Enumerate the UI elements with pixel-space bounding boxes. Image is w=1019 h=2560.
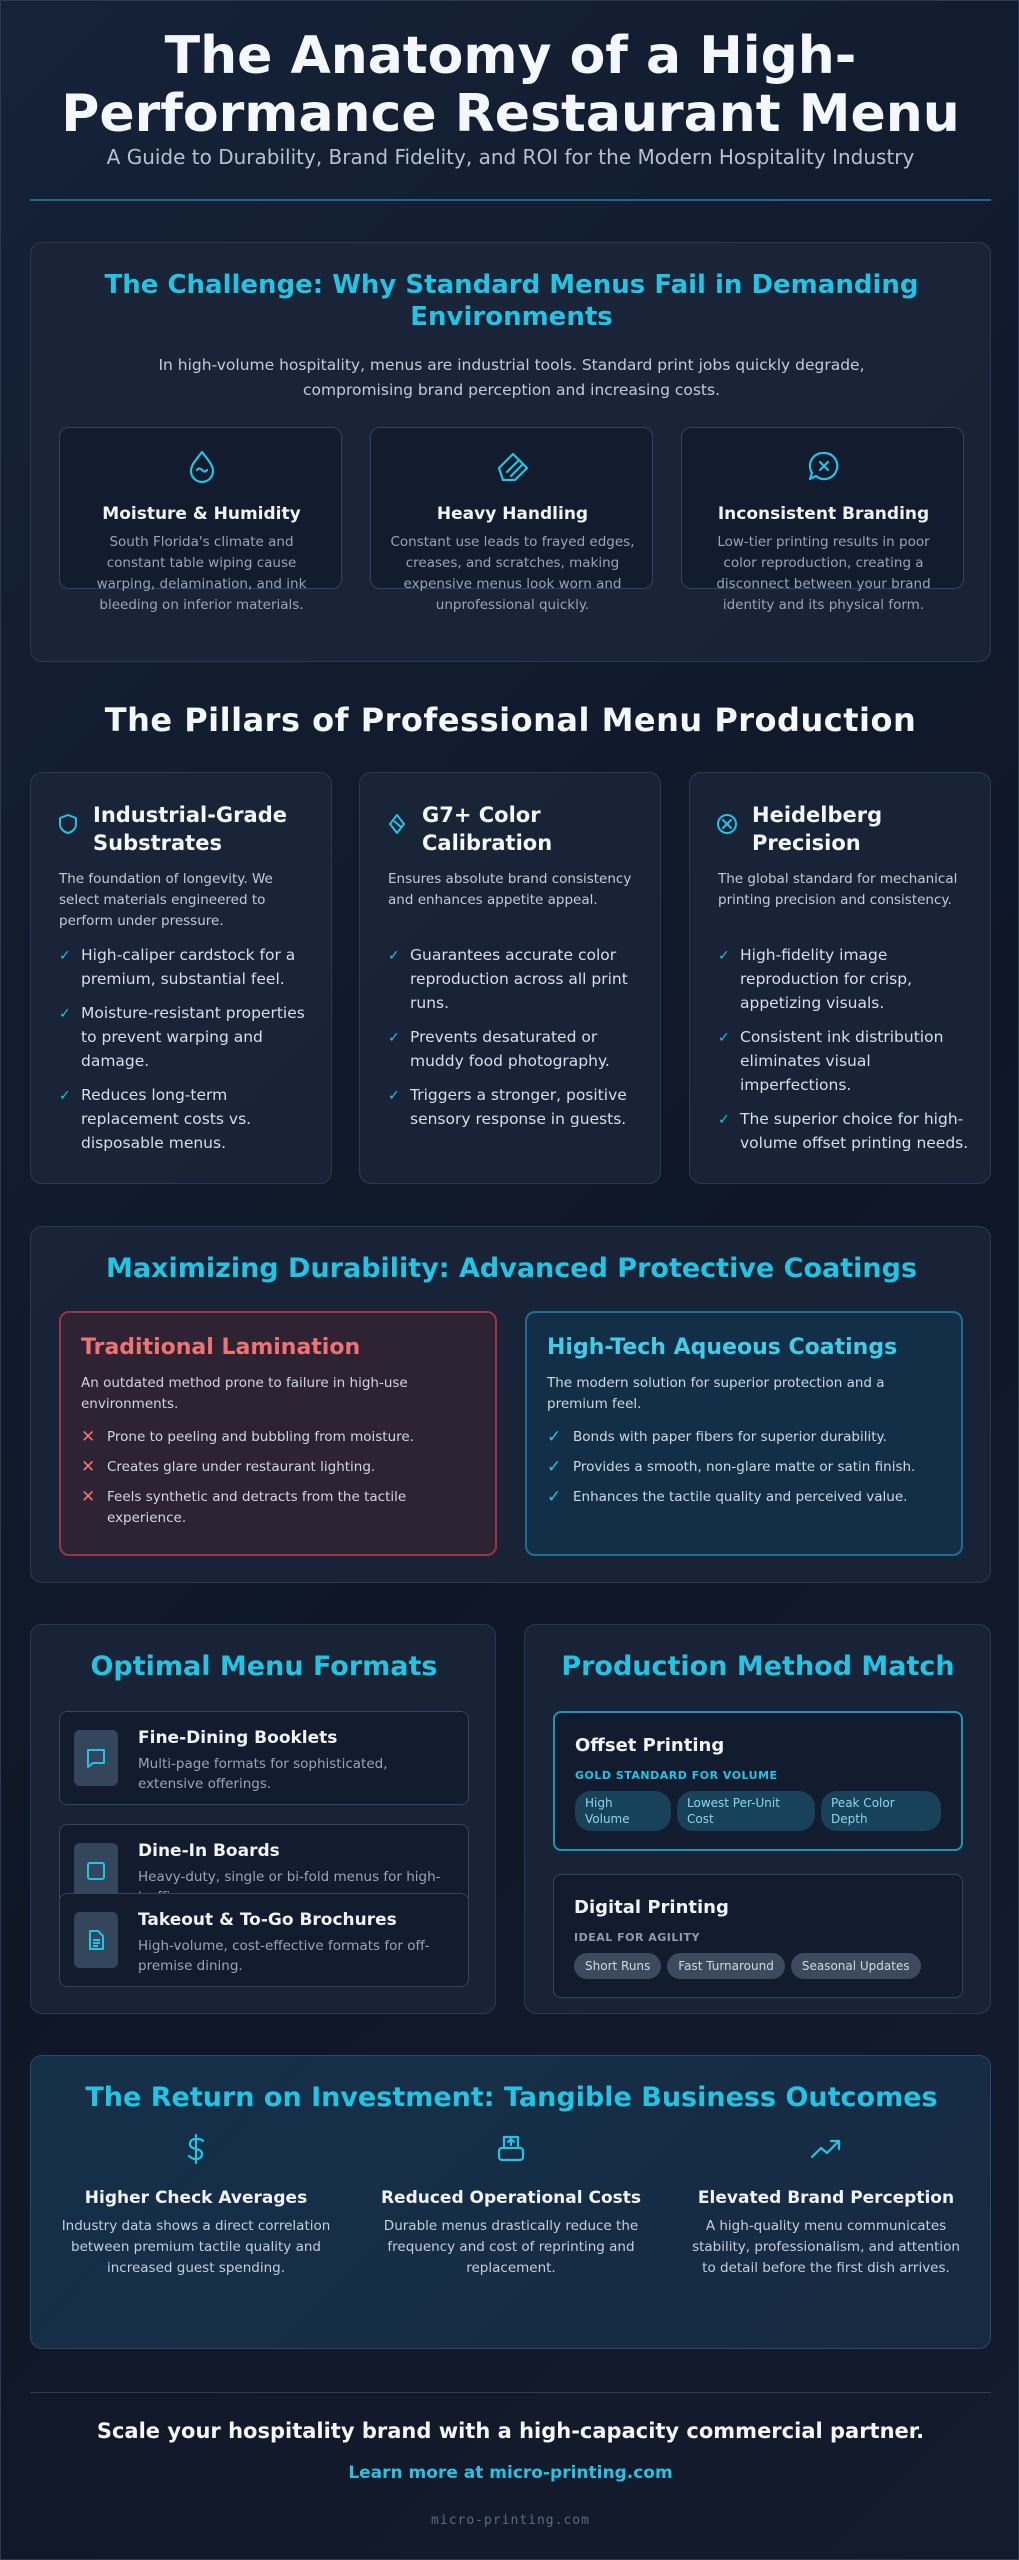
trending-up-icon xyxy=(809,2132,843,2166)
list-item: ✓ The superior choice for high-volume offset printing needs. xyxy=(718,1110,969,1152)
traditional-lamination-card xyxy=(59,1311,497,1556)
precision-icon xyxy=(716,813,738,835)
method-title: Digital Printing xyxy=(574,1897,729,1918)
page-subtitle: A Guide to Durability, Brand Fidelity, and ROI for the Modern Hospitality Industry xyxy=(106,145,915,169)
format-text: High-volume, cost-effective formats for off-premise dining. xyxy=(138,1938,430,1974)
brochure-icon xyxy=(85,1929,107,1951)
pillar-points xyxy=(388,943,640,1141)
color-drop-icon xyxy=(386,813,408,835)
check-icon: ✓ xyxy=(547,1487,562,1507)
challenge-section xyxy=(30,242,991,662)
roi-item-operational-costs xyxy=(371,2132,651,2279)
pillar-title: Industrial-Grade Substrates xyxy=(93,803,287,855)
durability-title: Maximizing Durability: Advanced Protective Coatings xyxy=(105,1253,918,1284)
offset-printing-card xyxy=(553,1711,963,1851)
method-pills xyxy=(575,1791,955,1831)
list-item: ✓ Consistent ink distribution eliminates visual imperfections. xyxy=(718,1028,944,1094)
pill-badge: Fast Turnaround xyxy=(667,1953,785,1979)
method-tag: IDEAL FOR AGILITY xyxy=(574,1931,700,1944)
list-item: ✕ Feels synthetic and detracts from the tactile experience. xyxy=(81,1487,407,1526)
x-icon: ✕ xyxy=(81,1457,96,1477)
check-icon: ✓ xyxy=(388,948,400,964)
challenge-title: The Challenge: Why Standard Menus Fail in Demanding Environments xyxy=(104,270,919,332)
list-item: ✓ Enhances the tactile quality and perceived value. xyxy=(547,1487,908,1507)
list-item: ✓ Triggers a stronger, positive sensory response in guests. xyxy=(388,1086,627,1128)
check-icon: ✓ xyxy=(547,1457,562,1477)
coating-title: Traditional Lamination xyxy=(81,1335,361,1360)
challenge-card-handling xyxy=(370,427,653,613)
format-title: Dine-In Boards xyxy=(138,1841,280,1861)
format-item-brochures xyxy=(59,1893,469,1987)
roi-title: The Return on Investment: Tangible Business Outcomes xyxy=(85,2082,938,2113)
page-title: The Anatomy of a High-Performance Restaurant Menu xyxy=(61,26,960,144)
list-item: ✓ Bonds with paper fibers for superior durability. xyxy=(547,1427,887,1447)
roi-item-text: A high-quality menu communicates stability, professionalism, and attention to detail before the first dish arrives. xyxy=(692,2218,960,2276)
footer-divider xyxy=(30,2392,991,2393)
durability-section xyxy=(30,1226,991,1583)
check-icon: ✓ xyxy=(718,1030,730,1046)
x-icon: ✕ xyxy=(81,1427,96,1447)
challenge-card-title: Heavy Handling xyxy=(436,504,589,524)
learn-more-link[interactable]: Learn more at micro-printing.com xyxy=(348,2463,673,2483)
message-x-icon xyxy=(806,448,842,484)
list-item: ✓ Reduces long-term replacement costs vs. disposable menus. xyxy=(59,1086,252,1152)
coating-description: The modern solution for superior protection and a premium feel. xyxy=(547,1375,885,1412)
pillar-title: G7+ Color Calibration xyxy=(422,803,553,855)
pillar-points xyxy=(59,943,311,1165)
list-item: ✓ High-fidelity image reproduction for crisp, appetizing visuals. xyxy=(718,946,913,1012)
production-method-section xyxy=(524,1624,991,2014)
dollar-icon xyxy=(179,2132,213,2166)
list-item: ✓ Prevents desaturated or muddy food photography. xyxy=(388,1028,610,1070)
pillars-title: The Pillars of Professional Menu Production xyxy=(104,701,917,739)
header-divider xyxy=(30,199,991,201)
menu-formats-section xyxy=(30,1624,496,2014)
check-icon: ✓ xyxy=(388,1088,400,1104)
roi-item-title: Elevated Brand Perception xyxy=(697,2188,955,2208)
pillar-description: The global standard for mechanical printing precision and consistency. xyxy=(718,871,958,908)
roi-item-title: Higher Check Averages xyxy=(84,2188,308,2208)
roi-item-brand-perception xyxy=(686,2132,966,2279)
pill-badge: Lowest Per-Unit Cost xyxy=(677,1791,815,1831)
check-icon: ✓ xyxy=(59,1088,71,1104)
booklet-icon xyxy=(85,1747,107,1769)
format-text: Heavy-duty, single or bi-fold menus for high- xyxy=(138,1869,441,1885)
method-pills xyxy=(574,1953,954,1979)
challenge-card-title: Inconsistent Branding xyxy=(717,504,930,524)
list-item: ✓ High-caliper cardstock for a premium, substantial feel. xyxy=(59,946,296,988)
eraser-icon xyxy=(495,448,531,484)
challenge-card-text: Low-tier printing results in poor color reproduction, creating a disconnect between your brand identity and its physical form. xyxy=(716,534,931,613)
challenge-card-title: Moisture & Humidity xyxy=(102,504,301,524)
printer-icon xyxy=(494,2132,528,2166)
pillar-description: Ensures absolute brand consistency and enhances appetite appeal. xyxy=(388,871,632,908)
shield-icon xyxy=(57,813,79,835)
list-item: ✓ Provides a smooth, non-glare matte or satin finish. xyxy=(547,1457,916,1477)
challenge-card-text: Constant use leads to frayed edges, creases, and scratches, making expensive menus look worn and unprofessional quickly. xyxy=(390,534,635,613)
roi-section xyxy=(30,2055,991,2349)
list-item: ✕ Prone to peeling and bubbling from moisture. xyxy=(81,1427,414,1447)
roi-item-check-averages xyxy=(56,2132,336,2279)
check-icon: ✓ xyxy=(388,1030,400,1046)
coating-title: High-Tech Aqueous Coatings xyxy=(547,1335,898,1360)
aqueous-coating-card xyxy=(525,1311,963,1556)
coating-description: An outdated method prone to failure in high-use environments. xyxy=(81,1375,408,1412)
list-item: ✓ Moisture-resistant properties to prevent warping and damage. xyxy=(59,1004,305,1070)
footer-site-url: micro-printing.com xyxy=(431,2513,590,2528)
pillar-substrates xyxy=(30,772,332,1184)
format-title: Fine-Dining Booklets xyxy=(138,1728,338,1748)
formats-title: Optimal Menu Formats xyxy=(90,1651,438,1682)
challenge-card-moisture xyxy=(59,427,342,613)
challenge-card-text: South Florida's climate and constant table wiping cause warping, delamination, and ink bleeding on inferior materials. xyxy=(96,534,307,613)
coating-points xyxy=(81,1427,481,1538)
format-title: Takeout & To-Go Brochures xyxy=(138,1910,397,1930)
pillar-color xyxy=(359,772,661,1184)
x-icon: ✕ xyxy=(81,1487,96,1507)
pill-badge: High Volume xyxy=(575,1791,671,1831)
check-icon: ✓ xyxy=(547,1427,562,1447)
check-icon: ✓ xyxy=(718,948,730,964)
production-title: Production Method Match xyxy=(561,1651,955,1682)
challenge-card-branding xyxy=(681,427,964,613)
coating-points xyxy=(547,1427,947,1517)
pillar-precision xyxy=(689,772,991,1184)
pill-badge: Short Runs xyxy=(574,1953,661,1979)
pill-badge: Peak Color Depth xyxy=(821,1791,941,1831)
method-title: Offset Printing xyxy=(575,1735,725,1756)
board-icon xyxy=(85,1860,107,1882)
roi-item-text: Durable menus drastically reduce the frequency and cost of reprinting and replacement. xyxy=(383,2218,639,2276)
pillar-description: The foundation of longevity. We select materials engineered to perform under pressure. xyxy=(59,871,273,929)
list-item: ✓ Guarantees accurate color reproduction across all print runs. xyxy=(388,946,628,1012)
challenge-intro: In high-volume hospitality, menus are industrial tools. Standard print jobs quickly degrade, compromising brand perception and increasing costs. xyxy=(158,356,865,399)
check-icon: ✓ xyxy=(59,1006,71,1022)
pillar-title: Heidelberg Precision xyxy=(752,803,883,855)
digital-printing-card xyxy=(553,1874,963,1998)
method-tag: GOLD STANDARD FOR VOLUME xyxy=(575,1769,778,1782)
pillar-points xyxy=(718,943,970,1165)
format-text: Multi-page formats for sophisticated, extensive offerings. xyxy=(138,1756,388,1792)
pill-badge: Seasonal Updates xyxy=(791,1953,921,1979)
list-item: ✕ Creates glare under restaurant lighting. xyxy=(81,1457,376,1477)
footer-cta: Scale your hospitality brand with a high-capacity commercial partner. xyxy=(96,2419,925,2443)
roi-item-text: Industry data shows a direct correlation between premium tactile quality and increased guest spending. xyxy=(61,2218,331,2276)
roi-item-title: Reduced Operational Costs xyxy=(380,2188,642,2208)
droplet-icon xyxy=(184,448,220,484)
check-icon: ✓ xyxy=(718,1112,730,1128)
format-item-booklets xyxy=(59,1711,469,1805)
check-icon: ✓ xyxy=(59,948,71,964)
